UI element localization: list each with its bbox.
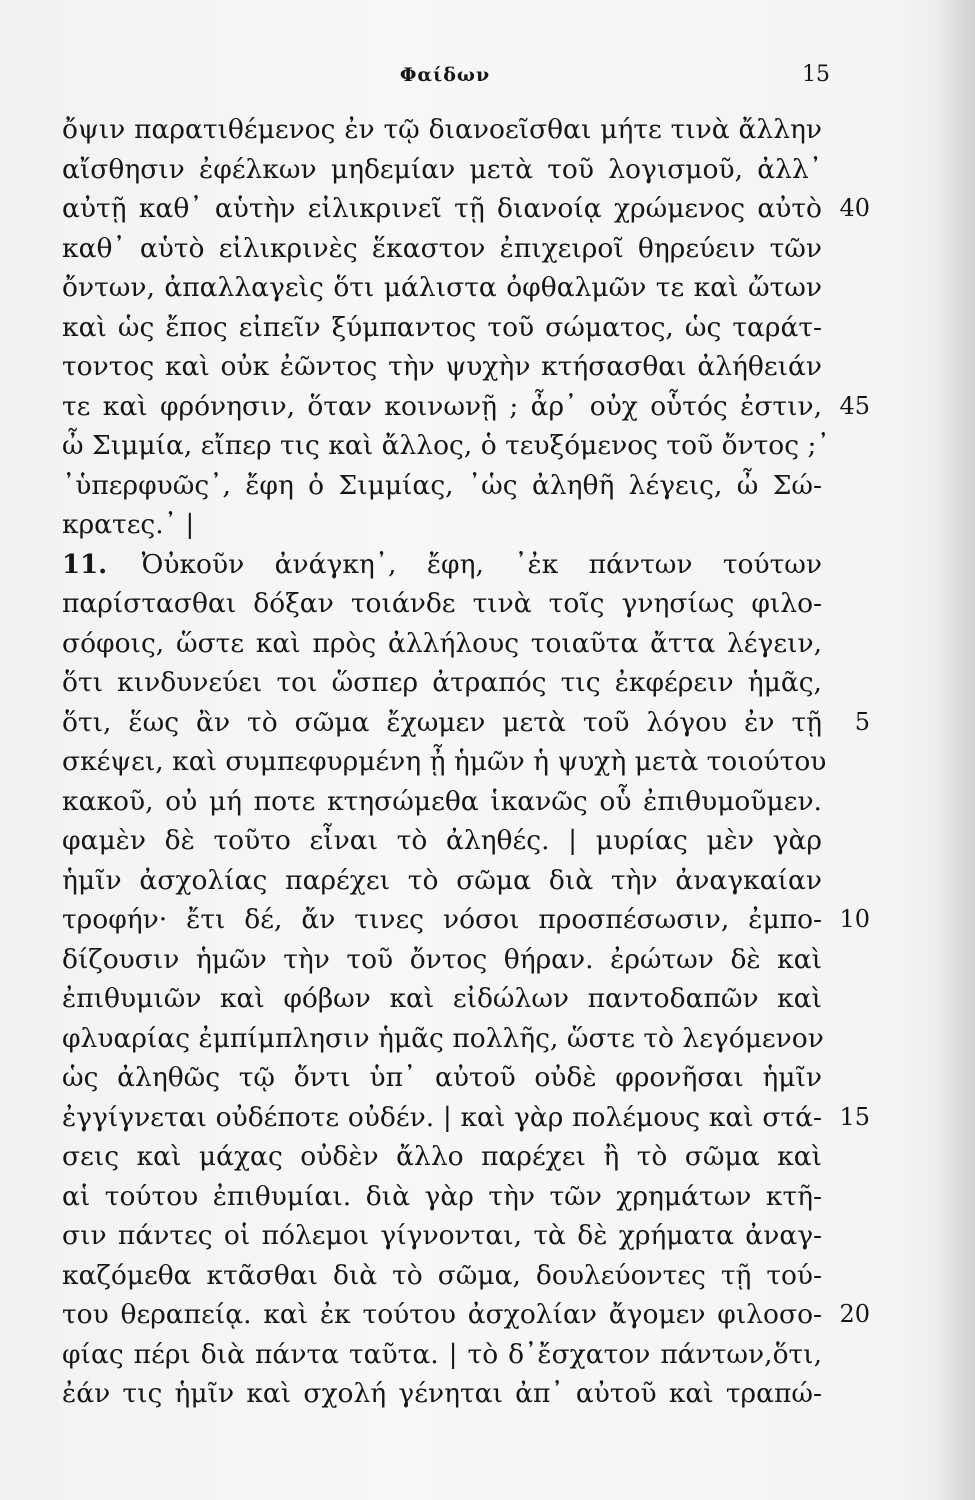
text-line [62, 1098, 870, 1138]
line-text: τοντος καὶ οὐκ ἐῶντος τὴν ψυχὴν κτήσασθαι ἀλήθειάν [62, 351, 822, 382]
line-text: σόφοις, ὥστε καὶ πρὸς ἀλλήλους τοιαῦτα ἄττα λέγειν, [62, 627, 822, 659]
line-text: καὶ ὡς ἔπος εἰπεῖν ξύμπαντος τοῦ σώματος, ὡς ταράτ- [62, 311, 822, 343]
line-text: ὡς ἀληθῶς τῷ ὄντι ὑπ᾽ αὐτοῦ οὐδὲ φρονῆσαι ἡμῖν [62, 1062, 822, 1093]
line-number: 40 [839, 194, 870, 222]
line-number: 15 [839, 1102, 870, 1131]
line-number: 45 [839, 391, 870, 420]
text-line [62, 1137, 822, 1177]
text-line [62, 347, 822, 387]
line-text: κακοῦ, οὐ μή ποτε κτησώμεθα ἱκανῶς οὗ ἐπιθυμοῦμεν. [62, 785, 822, 817]
text-line [62, 466, 822, 506]
line-text: τε καὶ φρόνησιν, ὅταν κοινωνῇ ; ἆρ᾽ οὐχ οὗτός ἐστιν, [62, 390, 822, 422]
line-text: ὦ Σιμμία, εἴπερ τις καὶ ἄλλος, ὁ τευξόμενος τοῦ ὄντος ;᾽ [62, 430, 830, 461]
text-line [62, 1256, 822, 1296]
text-line [62, 1019, 822, 1059]
text-line [62, 940, 822, 980]
text-line [62, 1295, 870, 1335]
text-line [62, 979, 822, 1019]
page-header [60, 58, 830, 98]
line-text: καθ᾽ αὑτὸ εἰλικρινὲς ἕκαστον ἐπιχειροῖ θηρεύειν τῶν [62, 232, 822, 264]
page-edge-shadow [937, 0, 975, 1500]
page-number: 15 [802, 62, 830, 87]
text-line [62, 189, 870, 229]
line-text: σιν πάντες οἱ πόλεμοι γίγνονται, τὰ δὲ χρήματα ἀναγ- [62, 1220, 822, 1251]
text-line [62, 1335, 822, 1375]
text-line [62, 387, 870, 427]
line-text: ὅτι, ἕως ἂν τὸ σῶμα ἔχωμεν μετὰ τοῦ λόγου ἐν τῇ [62, 706, 822, 738]
text-line [62, 268, 822, 308]
text-line [62, 110, 822, 150]
body-text [62, 110, 870, 1414]
section-number: 11. [62, 549, 108, 580]
text-line [62, 1177, 822, 1217]
line-text: αἱ τούτου ἐπιθυμίαι. διὰ γὰρ τὴν τῶν χρημάτων κτῆ- [62, 1180, 822, 1212]
line-text: παρίστασθαι δόξαν τοιάνδε τινὰ τοῖς γνησίως φιλο- [62, 588, 822, 619]
text-line [62, 505, 822, 545]
text-line [62, 703, 870, 743]
line-text: καζόμεθα κτᾶσθαι διὰ τὸ σῶμα, δουλεύοντες τῇ τού- [62, 1259, 822, 1291]
text-line [62, 545, 822, 585]
line-text: ἐγγίγνεται οὐδέποτε οὐδέν. | καὶ γὰρ πολέμους καὶ στά- [62, 1101, 822, 1133]
line-text: αἴσθησιν ἐφέλκων μηδεμίαν μετὰ τοῦ λογισμοῦ, ἀλλ᾽ [62, 153, 822, 185]
line-number: 20 [839, 1300, 870, 1328]
running-title: Φαίδων [399, 64, 491, 86]
text-line [62, 782, 822, 822]
text-line [62, 624, 822, 664]
line-text: φίας πέρι διὰ πάντα ταῦτα. | τὸ δ᾽ἔσχατον πάντων,ὅτι, [62, 1338, 822, 1370]
line-text: σκέψει, καὶ συμπεφυρμένη ᾖ ἡμῶν ἡ ψυχὴ μετὰ τοιούτου [62, 746, 827, 777]
text-line [62, 821, 822, 861]
line-text: του θεραπείᾳ. καὶ ἐκ τούτου ἀσχολίαν ἄγομεν φιλοσο- [62, 1299, 822, 1330]
text-line [62, 584, 822, 624]
line-text: δίζουσιν ἡμῶν τὴν τοῦ ὄντος θήραν. ἐρώτων δὲ καὶ [62, 943, 822, 975]
line-text: ὅτι κινδυνεύει τοι ὥσπερ ἀτραπός τις ἐκφέρειν ἡμᾶς, [62, 667, 822, 698]
line-text: ἐάν τις ἡμῖν καὶ σχολή γένηται ἀπ᾽ αὐτοῦ καὶ τραπώ- [62, 1378, 822, 1409]
text-line [62, 1058, 822, 1098]
text-line [62, 308, 822, 348]
line-text: ἡμῖν ἀσχολίας παρέχει τὸ σῶμα διὰ τὴν ἀναγκαίαν [62, 864, 822, 896]
line-text: κρατες.᾽ | [62, 509, 195, 540]
text-line [62, 663, 822, 703]
line-text: σεις καὶ μάχας οὐδὲν ἄλλο παρέχει ἢ τὸ σῶμα καὶ [62, 1141, 822, 1172]
line-text: τροφήν· ἔτι δέ, ἄν τινες νόσοι προσπέσωσιν, ἐμπο- [62, 904, 822, 935]
text-line [62, 150, 822, 190]
line-number: 5 [854, 707, 870, 736]
text-line [62, 1216, 822, 1256]
line-text: αὐτῇ καθ᾽ αὑτὴν εἰλικρινεῖ τῇ διανοίᾳ χρώμενος αὐτὸ [62, 193, 822, 224]
line-text: Ὀὐκοῦν ἀνάγκη᾽, ἔφη, ᾽ἐκ πάντων τούτων [141, 548, 822, 580]
line-text: ὄψιν παρατιθέμενος ἐν τῷ διανοεῖσθαι μήτε τινὰ ἄλλην [62, 114, 822, 145]
text-line [62, 742, 827, 782]
text-line [62, 900, 870, 940]
line-number: 10 [839, 905, 870, 933]
text-line [62, 861, 822, 901]
line-text: φλυαρίας ἐμπίμπλησιν ἡμᾶς πολλῆς, ὥστε τὸ λεγόμενον [62, 1022, 824, 1054]
text-line [62, 426, 830, 466]
line-text: ὄντων, ἀπαλλαγεὶς ὅτι μάλιστα ὀφθαλμῶν τε καὶ ὤτων [62, 272, 822, 303]
line-text: ᾽ὑπερφυῶς᾽, ἔφη ὁ Σιμμίας, ᾽ὡς ἀληθῆ λέγεις, ὦ Σώ- [62, 469, 822, 501]
text-line [62, 229, 822, 269]
line-text: ἐπιθυμιῶν καὶ φόβων καὶ εἰδώλων παντοδαπῶν καὶ [62, 983, 822, 1014]
text-line [62, 1374, 822, 1414]
line-text: φαμὲν δὲ τοῦτο εἶναι τὸ ἀληθές. | μυρίας μὲν γὰρ [62, 825, 822, 856]
